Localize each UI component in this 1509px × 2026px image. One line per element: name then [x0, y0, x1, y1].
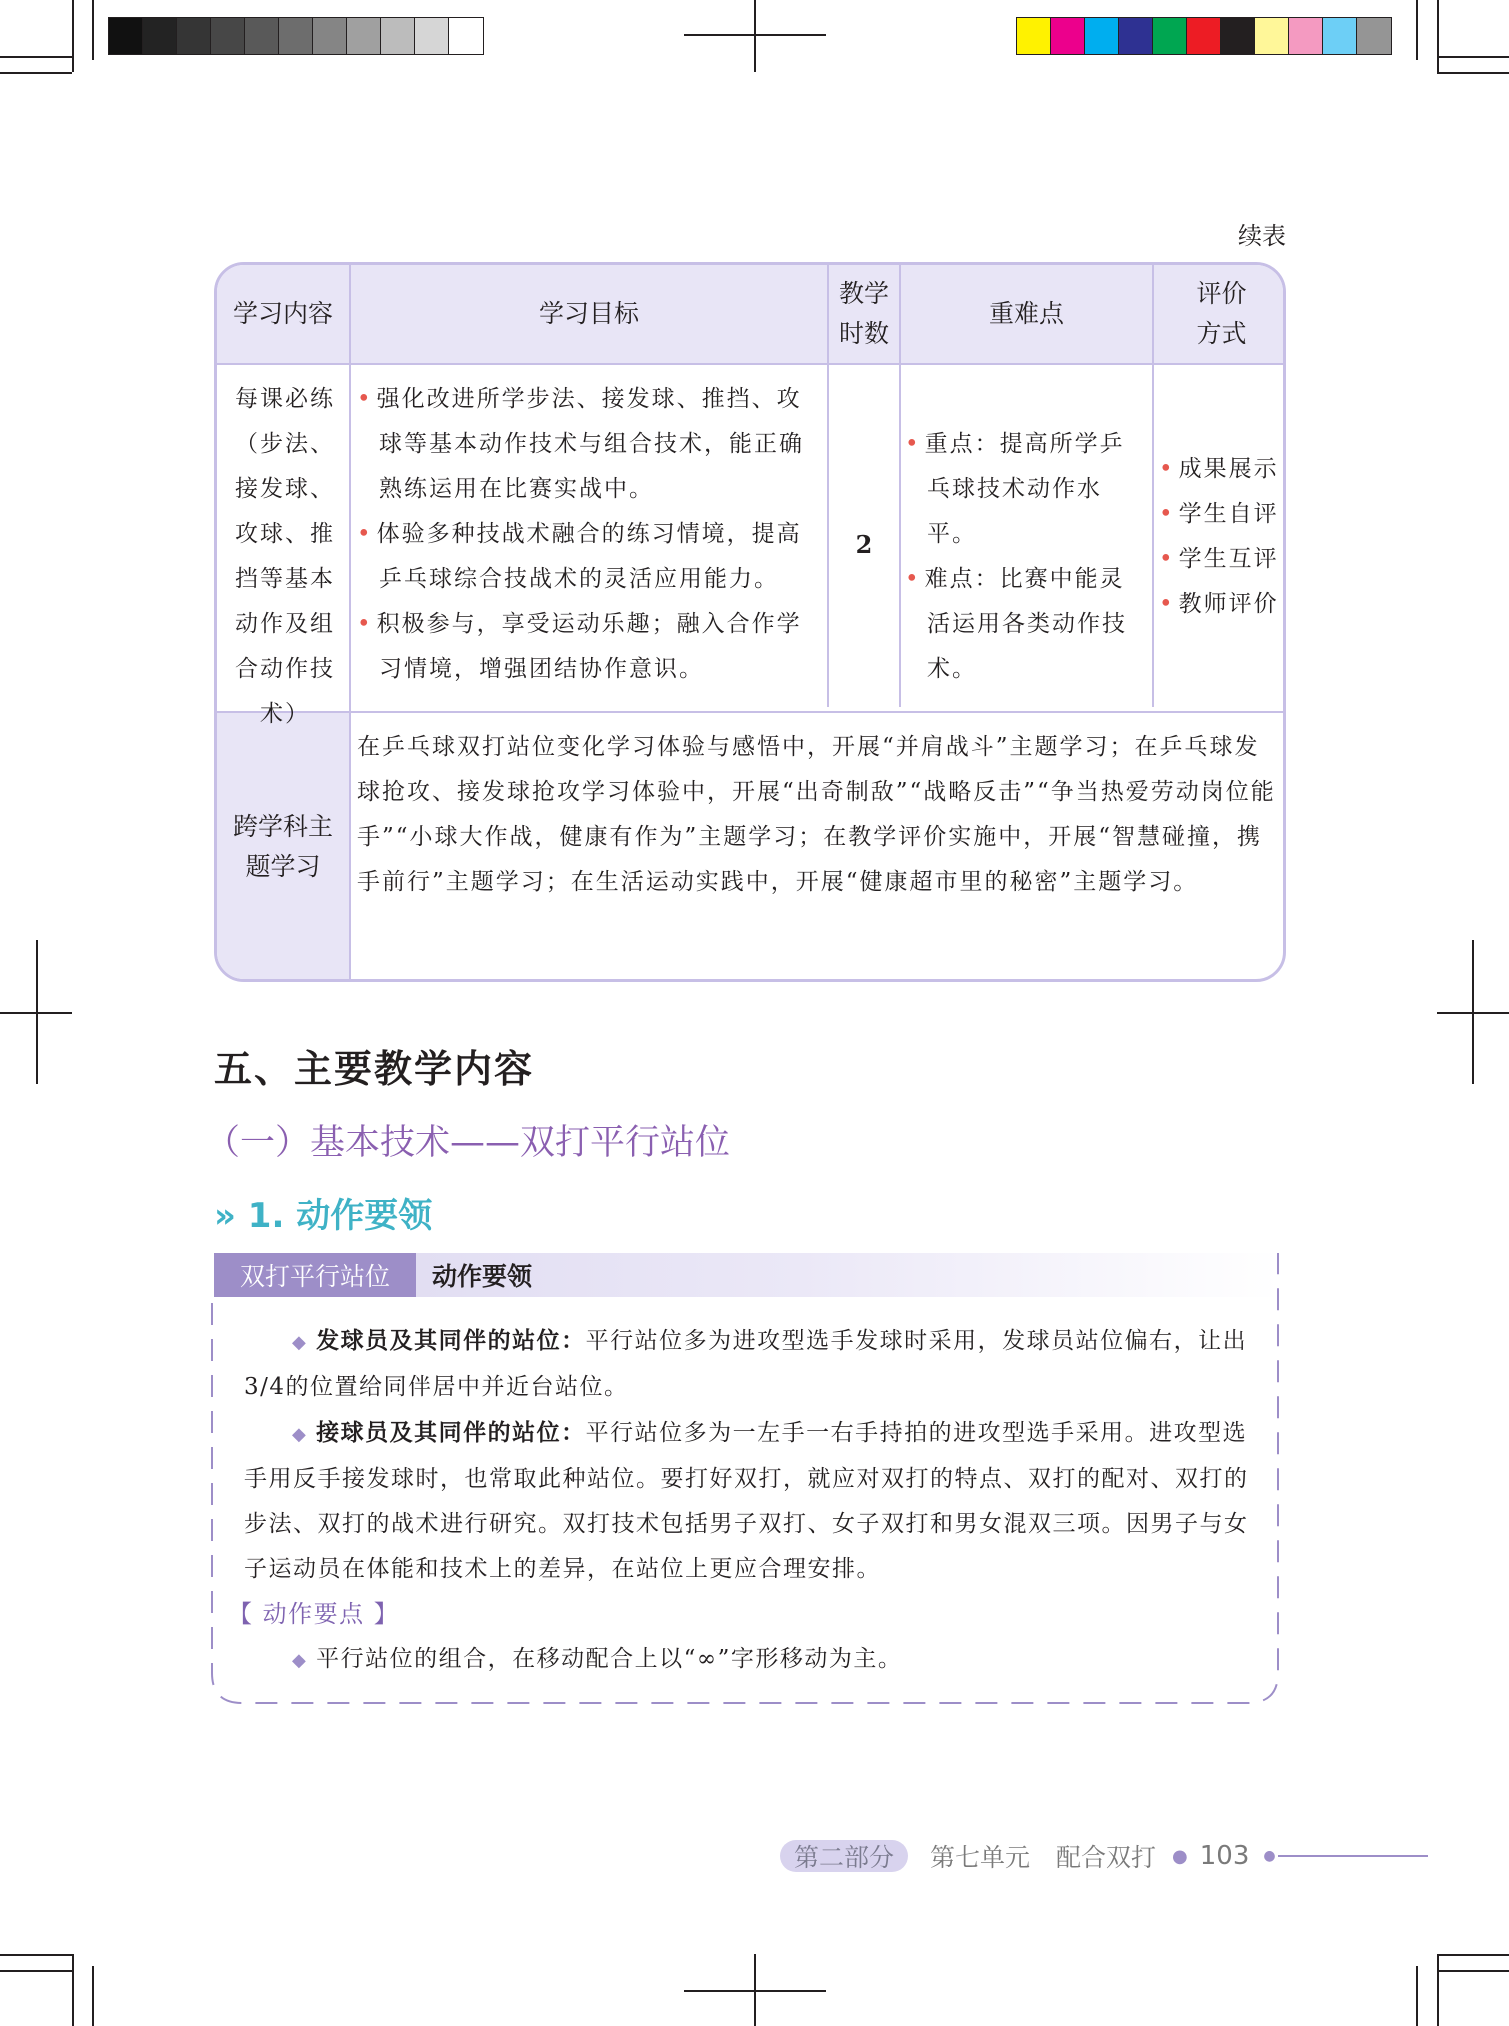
- crop-mark: [1416, 0, 1418, 60]
- header-hours: 教学 时数: [838, 279, 889, 348]
- crop-mark: [1437, 1970, 1509, 1972]
- evaluation-item: • 教师评价: [1159, 591, 1279, 617]
- calibration-swatch: [381, 18, 415, 54]
- grid-line: [217, 363, 1283, 365]
- subsection-title: （一）基本技术——双打平行站位: [205, 1123, 731, 1163]
- registration-mark: [36, 940, 38, 1084]
- diamond-bullet-icon: ◆: [292, 1650, 308, 1671]
- crop-mark: [0, 72, 72, 74]
- calibration-swatch: [1357, 18, 1391, 54]
- calibration-swatch: [415, 18, 449, 54]
- calibration-swatch: [1323, 18, 1357, 54]
- learning-plan-table: [214, 262, 1286, 982]
- evaluation-item: • 学生互评: [1159, 546, 1279, 572]
- crop-mark: [1437, 56, 1509, 58]
- registration-mark: [754, 0, 756, 72]
- calibration-swatch: [177, 18, 211, 54]
- header-goals: 学习目标: [538, 299, 639, 328]
- dot-icon: ●: [1263, 1848, 1276, 1864]
- crop-mark: [1437, 1954, 1509, 1956]
- footer-part: 第二部分: [780, 1840, 908, 1872]
- goal-item: • 强化改进所学步法、接发球、推挡、攻球等基本动作技术与组合技术，能正确熟练运用在比赛实战中。: [357, 386, 804, 502]
- continued-table-label: 续表: [1238, 222, 1286, 250]
- calibration-swatch: [279, 18, 313, 54]
- calibration-swatch: [347, 18, 381, 54]
- registration-mark: [1472, 940, 1474, 1084]
- calibration-swatch: [211, 18, 245, 54]
- calibration-swatch: [1017, 18, 1051, 54]
- crop-mark: [0, 1954, 72, 1956]
- calibration-swatch: [143, 18, 177, 54]
- crop-mark: [92, 1966, 94, 2026]
- row-hours-cell: 2: [855, 529, 873, 559]
- calibration-swatch: [1187, 18, 1221, 54]
- crop-mark: [92, 0, 94, 60]
- calibration-swatch: [109, 18, 143, 54]
- section-title: 五、主要教学内容: [214, 1046, 535, 1091]
- page-footer: [780, 1838, 1428, 1874]
- diamond-bullet-icon: ◆: [292, 1424, 308, 1445]
- crop-mark: [1437, 1954, 1439, 2026]
- interdisciplinary-label: 跨学科主题学习: [232, 812, 333, 881]
- goal-item: • 体验多种技战术融合的练习情境，提高乒乓球综合技战术的灵活应用能力。: [357, 521, 802, 592]
- key-points-label: 【 动作要点 】: [228, 1600, 400, 1628]
- calibration-swatch: [1221, 18, 1255, 54]
- dot-icon: ●: [1172, 1845, 1188, 1867]
- header-content: 学习内容: [232, 299, 333, 328]
- sub-number-title: » 1. 动作要领: [214, 1196, 433, 1236]
- crop-mark: [1437, 0, 1439, 72]
- registration-mark: [684, 1990, 826, 1992]
- paragraph: ◆ 发球员及其同伴的站位：平行站位多为进攻型选手发球时采用，发球员站位偏右，让出3/4的位置给同伴居中并近台站位。: [244, 1327, 1248, 1400]
- row-content-cell: 每课必练（步法、接发球、攻球、推挡等基本动作及组合动作技术）: [235, 386, 335, 727]
- paragraph: ◆ 平行站位的组合，在移动配合上以“∞”字形移动为主。: [292, 1646, 903, 1672]
- footer-rule: [1278, 1855, 1428, 1857]
- evaluation-item: • 成果展示: [1159, 456, 1279, 482]
- evaluation-item: • 学生自评: [1159, 501, 1279, 527]
- calibration-swatch: [1153, 18, 1187, 54]
- key-point-item: • 重点：提高所学乒乓球技术动作水平。: [905, 431, 1125, 547]
- box-tag: 双打平行站位: [214, 1253, 416, 1297]
- calibration-swatch: [1289, 18, 1323, 54]
- paragraph: ◆ 接球员及其同伴的站位：平行站位多为一左手一右手持拍的进攻型选手采用。进攻型选手用反手接发球时，也常取此种站位。要打好双打，就应对双打的特点、双打的配对、双打的步法、双打的战术进行研究。双打技术包括男子双打、女子双打和男女混双三项。因男子与女子运动员在体能和技术上的差异，在站位上更应合理安排。: [244, 1419, 1249, 1582]
- goal-item: • 积极参与，享受运动乐趣；融入合作学习情境，增强团结协作意识。: [357, 611, 802, 682]
- footer-unit: 第七单元: [930, 1843, 1031, 1872]
- calibration-swatch: [1255, 18, 1289, 54]
- crop-mark: [1416, 1966, 1418, 2026]
- crop-mark: [72, 1954, 74, 2026]
- crop-mark: [72, 0, 74, 72]
- technique-box: [214, 1253, 1280, 1703]
- calibration-swatch: [1085, 18, 1119, 54]
- box-content: [228, 1318, 1262, 1683]
- grid-line: [217, 711, 1283, 713]
- crop-mark: [1437, 72, 1509, 74]
- crop-mark: [0, 56, 72, 58]
- key-point-item: • 难点：比赛中能灵活运用各类动作技术。: [905, 566, 1127, 682]
- calibration-swatch: [245, 18, 279, 54]
- grayscale-calibration-bar: [108, 17, 484, 55]
- calibration-swatch: [1051, 18, 1085, 54]
- header-evaluation: 评价 方式: [1196, 279, 1247, 348]
- box-subtitle: 动作要领: [432, 1262, 533, 1291]
- row-evaluation-cell: [1159, 447, 1286, 627]
- header-key-points: 重难点: [988, 299, 1064, 328]
- row-goals-cell: [357, 377, 823, 692]
- grid-line: [349, 265, 351, 979]
- registration-mark: [684, 34, 826, 36]
- footer-topic: 配合双打: [1056, 1843, 1157, 1872]
- row-key-points-cell: [905, 422, 1147, 692]
- diamond-bullet-icon: ◆: [292, 1332, 308, 1353]
- color-calibration-bar: [1016, 17, 1392, 55]
- calibration-swatch: [1119, 18, 1153, 54]
- calibration-swatch: [449, 18, 483, 54]
- crop-mark: [0, 1970, 72, 1972]
- page-number: 103: [1199, 1841, 1250, 1871]
- calibration-swatch: [313, 18, 347, 54]
- interdisciplinary-text: 在乒乓球双打站位变化学习体验与感悟中，开展“并肩战斗”主题学习；在乒乓球发球抢攻、接发球抢攻学习体验中，开展“出奇制敌”“战略反击”“争当热爱劳动岗位能手”“小球大作战，健康有作为”主题学习；在教学评价实施中，开展“智慧碰撞，携手前行”主题学习；在生活运动实践中，开展“健康超市里的秘密”主题学习。: [357, 734, 1276, 895]
